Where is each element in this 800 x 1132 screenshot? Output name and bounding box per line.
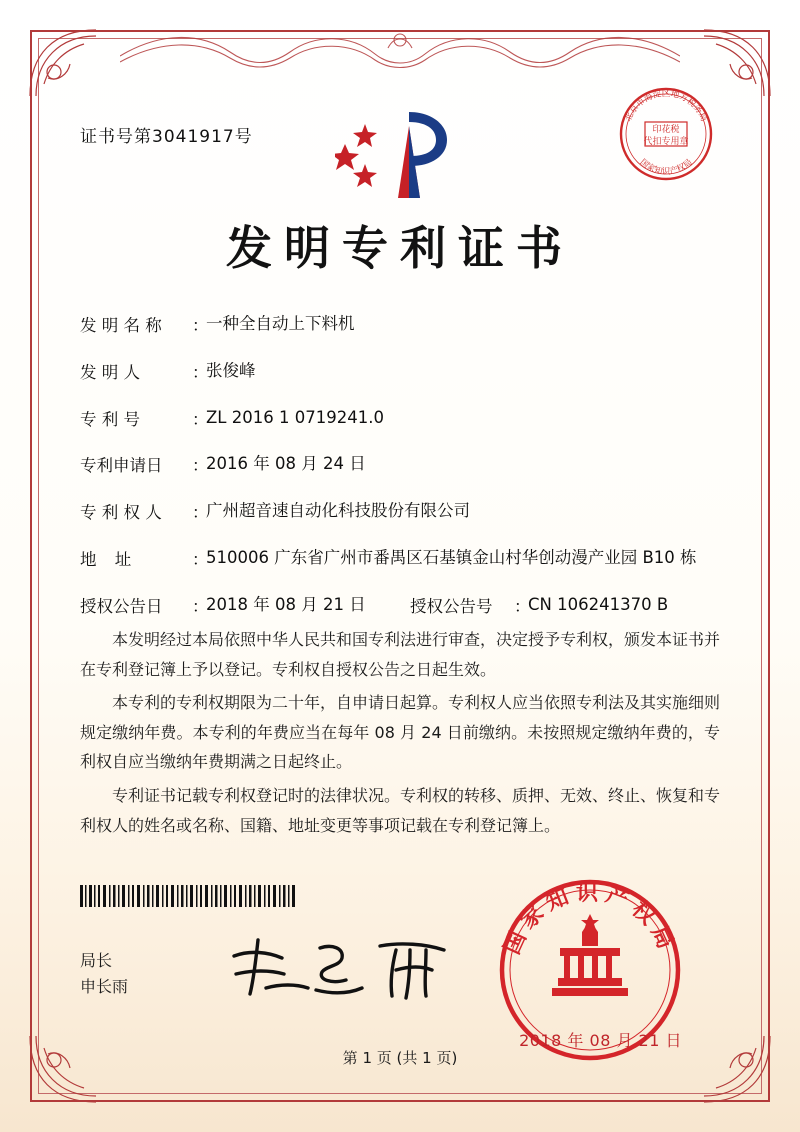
legal-paragraph: 本专利的专利权期限为二十年，自申请日起算。专利权人应当依照专利法及其实施细则规定缴纳年费。本专利的年费应当在每年 08 月 24 日前缴纳。未按照规定缴纳年费的，专利权自应当缴纳年费期满之日起终止。 [80, 693, 721, 772]
field-label: 发 明 人 [80, 362, 140, 382]
field-label: 专 利 号 [80, 409, 140, 429]
svg-text:国家知识产权局: 国家知识产权局 [499, 881, 681, 959]
field-colon: ： [192, 503, 209, 522]
field-colon: ： [192, 316, 209, 335]
field-colon: ： [192, 456, 209, 476]
legal-text-block [80, 625, 720, 844]
svg-text:北京市海淀区地方税务局: 北京市海淀区地方税务局 [623, 89, 709, 124]
field-colon: ： [192, 409, 209, 429]
svg-text:印花税: 印花税 [652, 125, 680, 135]
seal-date: 2018 年 08 月 21 日 [519, 1031, 682, 1050]
svg-text:代扣专用章: 代扣专用章 [643, 137, 689, 147]
field-value: 2016 年 08 月 24 日 [206, 454, 366, 474]
certificate-number: 证书号第3041917号 [80, 127, 253, 147]
director-title: 局长 [80, 951, 113, 970]
field-inventor [80, 359, 720, 384]
field-value: CN 106241370 B [528, 594, 669, 614]
field-label: 地 址 [80, 549, 138, 569]
ornament-top-band [120, 26, 680, 72]
field-label: 专 利 权 人 [80, 503, 162, 522]
field-grant-number [410, 593, 720, 618]
field-value: 张俊峰 [206, 360, 256, 380]
field-patentee [80, 499, 720, 524]
signature-block [80, 948, 128, 999]
field-value: 一种全自动上下料机 [206, 314, 355, 333]
svg-text:国家知识产权局: 国家知识产权局 [638, 156, 694, 176]
page-footer: 第 1 页 (共 1 页) [342, 1049, 458, 1067]
field-colon: ： [192, 549, 209, 569]
legal-paragraph: 专利证书记载专利权登记时的法律状况。专利权的转移、质押、无效、终止、恢复和专利权人的姓名或名称、国籍、地址变更等事项记载在专利登记簿上。 [80, 785, 721, 835]
field-application-date [80, 452, 720, 477]
field-value: 2018 年 08 月 21 日 [206, 594, 366, 614]
field-patent-number [80, 406, 720, 431]
field-value: ZL 2016 1 0719241.0 [206, 407, 384, 427]
page-title: 发明专利证书 [226, 221, 574, 275]
field-value: 广州超音速自动化科技股份有限公司 [206, 501, 470, 520]
patent-office-logo-icon [335, 102, 465, 202]
field-list [80, 312, 720, 627]
field-colon: ： [514, 596, 531, 616]
field-invention-name [80, 312, 720, 337]
barcode-icon [80, 885, 300, 907]
field-colon: ： [192, 362, 209, 382]
field-grant-date [80, 593, 410, 618]
director-name: 申长雨 [80, 976, 129, 996]
field-colon: ： [192, 596, 209, 616]
field-label: 授权公告号 [410, 596, 493, 616]
legal-paragraph: 本发明经过本局依照中华人民共和国专利法进行审查，决定授予专利权，颁发本证书并在专利登记簿上予以登记。专利权自授权公告之日起生效。 [80, 630, 721, 679]
field-address [80, 546, 720, 571]
field-value: 510006 广东省广州市番禺区石基镇金山村华创动漫产业园 B10 栋 [206, 547, 697, 567]
field-grant-row [80, 593, 720, 618]
tax-stamp-seal [612, 80, 720, 188]
handwritten-signature-icon [220, 932, 470, 1002]
certificate-content [70, 80, 730, 1067]
field-label: 授权公告日 [80, 596, 163, 616]
field-label: 发 明 名 称 [80, 316, 162, 335]
field-label: 专利申请日 [80, 456, 163, 476]
